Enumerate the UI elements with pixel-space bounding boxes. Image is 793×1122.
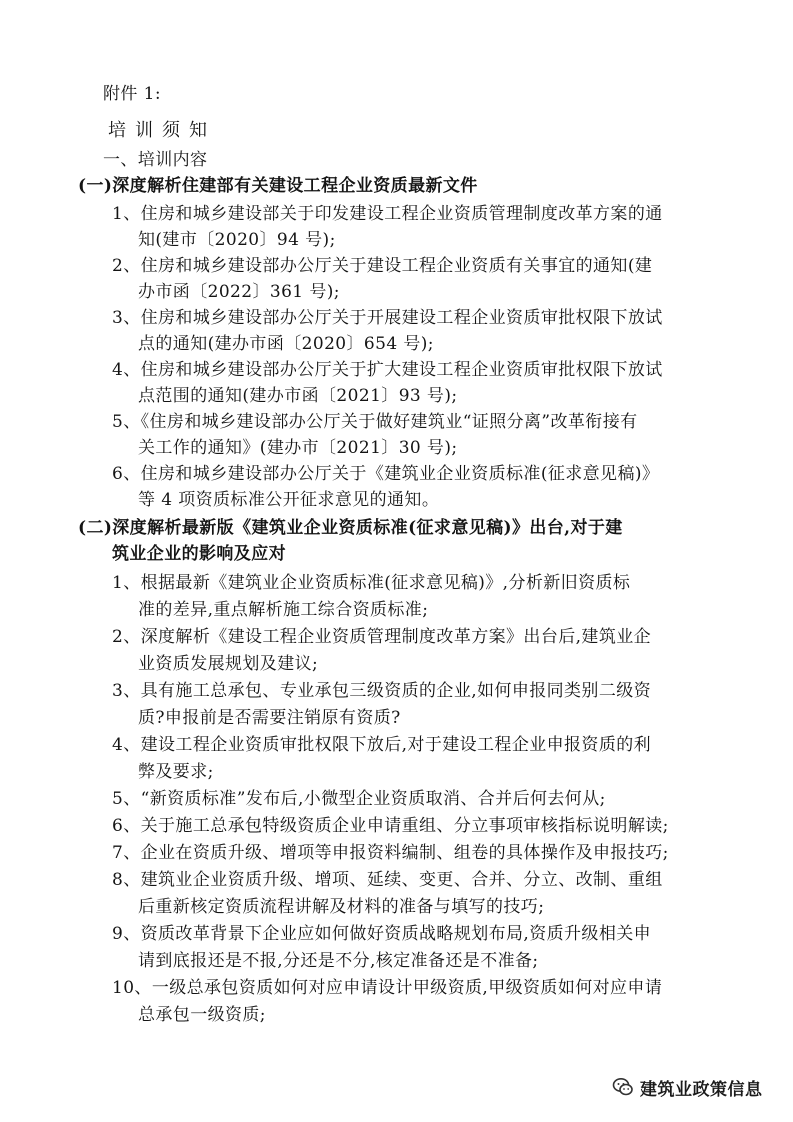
part2-item-5: 5、“新资质标准”发布后,小微型企业资质取消、合并后何去何从; (112, 789, 606, 809)
part2-item-1-line1: 1、根据最新《建筑业企业资质标准(征求意见稿)》,分析新旧资质标 (112, 573, 631, 593)
part2-item-4-line1: 4、建设工程企业资质审批权限下放后,对于建设工程企业申报资质的利 (112, 735, 652, 755)
part2-item-3-line2: 质?申报前是否需要注销原有资质? (138, 708, 401, 728)
part2-item-10-line2: 总承包一级资质; (138, 1005, 266, 1025)
part2-item-2-line2: 业资质发展规划及建议; (138, 654, 319, 674)
part1-item-4-line2: 点范围的通知(建办市函〔2021〕93 号); (138, 386, 458, 406)
part1-item-3-line1: 3、住房和城乡建设部办公厅关于开展建设工程企业资质审批权限下放试 (112, 308, 663, 328)
part1-item-1-line2: 知(建市〔2020〕94 号); (138, 230, 336, 250)
section-heading-training-content: 一、培训内容 (103, 150, 208, 170)
watermark-text: 建筑业政策信息 (640, 1079, 763, 1100)
part2-item-8-line2: 后重新核定资质流程讲解及材料的准备与填写的技巧; (138, 897, 545, 917)
part1-item-6-line1: 6、住房和城乡建设部办公厅关于《建筑业企业资质标准(征求意见稿)》 (112, 464, 660, 484)
part2-item-10-line1: 10、一级总承包资质如何对应申请设计甲级资质,甲级资质如何对应申请 (112, 978, 663, 998)
part2-heading-line1: (二)深度解析最新版《建筑业企业资质标准(征求意见稿)》出台,对于建 (78, 518, 623, 538)
part1-item-2-line2: 办市函〔2022〕361 号); (138, 282, 340, 302)
part2-item-7: 7、企业在资质升级、增项等申报资料编制、组卷的具体操作及申报技巧; (112, 843, 669, 863)
part1-item-3-line2: 点的通知(建办市函〔2020〕654 号); (138, 334, 434, 354)
part2-item-9-line1: 9、资质改革背景下企业应如何做好资质战略规划布局,资质升级相关申 (112, 924, 652, 944)
part2-item-6: 6、关于施工总承包特级资质企业申请重组、分立事项审核指标说明解读; (112, 816, 669, 836)
part2-item-1-line2: 准的差异,重点解析施工综合资质标准; (138, 600, 429, 620)
part2-item-9-line2: 请到底报还是不报,分还是不分,核定准备还是不准备; (138, 951, 539, 971)
part1-item-5-line2: 关工作的通知》(建办市〔2021〕30 号); (138, 438, 458, 458)
part2-item-2-line1: 2、深度解析《建设工程企业资质管理制度改革方案》出台后,建筑业企 (112, 627, 652, 647)
part2-heading-line2: 筑业企业的影响及应对 (112, 544, 286, 564)
part1-item-4-line1: 4、住房和城乡建设部办公厅关于扩大建设工程企业资质审批权限下放试 (112, 360, 663, 380)
part2-item-3-line1: 3、具有施工总承包、专业承包三级资质的企业,如何申报同类别二级资 (112, 681, 652, 701)
wechat-icon (612, 1076, 634, 1098)
part2-item-4-line2: 弊及要求; (138, 762, 214, 782)
part1-item-6-line2: 等 4 项资质标准公开征求意见的通知。 (138, 490, 440, 510)
doc-title: 培训须知 (108, 120, 216, 141)
part1-heading: (一)深度解析住建部有关建设工程企业资质最新文件 (78, 176, 478, 196)
part1-item-5-line1: 5、《住房和城乡建设部办公厅关于做好建筑业“证照分离”改革衔接有 (112, 412, 638, 432)
source-watermark (612, 1071, 782, 1103)
part1-item-2-line1: 2、住房和城乡建设部办公厅关于建设工程企业资质有关事宜的通知(建 (112, 256, 653, 276)
part2-item-8-line1: 8、建筑业企业资质升级、增项、延续、变更、合并、分立、改制、重组 (112, 870, 663, 890)
part1-item-1-line1: 1、住房和城乡建设部关于印发建设工程企业资质管理制度改革方案的通 (112, 204, 663, 224)
attachment-label: 附件 1: (103, 84, 161, 104)
